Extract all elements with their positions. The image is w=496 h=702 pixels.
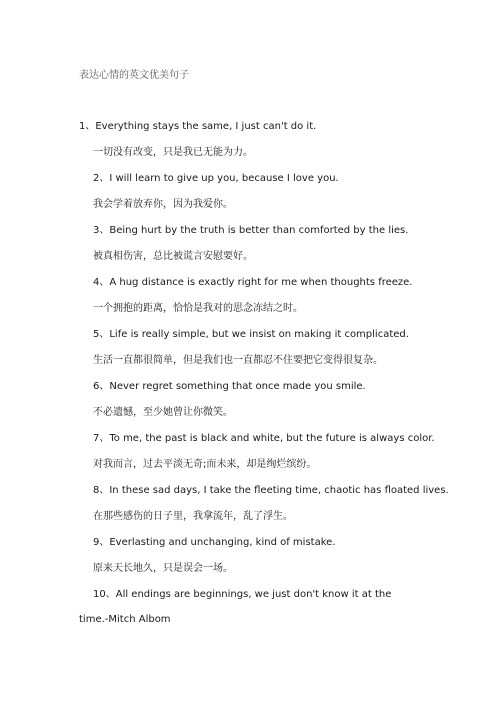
item-3-english: 3、Being hurt by the truth is better than comforted by the lies. bbox=[93, 225, 409, 236]
item-10-english-continued: time.-Mitch Albom bbox=[79, 614, 171, 625]
item-6-english: 6、Never regret something that once made you smile. bbox=[93, 381, 366, 392]
item-2-english: 2、I will learn to give up you, because I love you. bbox=[93, 173, 339, 184]
item-8-english: 8、In these sad days, I take the fleeting time, chaotic has floated lives. bbox=[93, 485, 449, 496]
item-3-chinese: 被真相伤害，总比被谎言安慰要好。 bbox=[93, 251, 253, 262]
document-title: 表达心情的英文优美句子 bbox=[79, 70, 189, 81]
item-7-english: 7、To me, the past is black and white, but the future is always color. bbox=[93, 433, 435, 444]
item-10-english: 10、All endings are beginnings, we just don't know it at the bbox=[93, 589, 392, 600]
item-2-chinese: 我会学着放弃你，因为我爱你。 bbox=[93, 199, 233, 210]
item-1-english: 1、Everything stays the same, I just can't do it. bbox=[79, 121, 317, 132]
item-9-chinese: 原来天长地久，只是误会一场。 bbox=[93, 563, 233, 574]
item-1-chinese: 一切没有改变，只是我已无能为力。 bbox=[93, 147, 253, 158]
item-8-chinese: 在那些感伤的日子里，我拿流年，乱了浮生。 bbox=[93, 511, 293, 522]
item-6-chinese: 不必遗憾，至少她曾让你微笑。 bbox=[93, 407, 233, 418]
item-4-chinese: 一个拥抱的距离，恰恰是我对的思念冻结之时。 bbox=[93, 303, 303, 314]
item-5-chinese: 生活一直都很简单，但是我们也一直都忍不住要把它变得很复杂。 bbox=[93, 355, 383, 366]
item-7-chinese: 对我而言，过去平淡无奇;而未来，却是绚烂缤纷。 bbox=[93, 459, 317, 470]
item-5-english: 5、Life is really simple, but we insist on making it complicated. bbox=[93, 329, 409, 340]
item-4-english: 4、A hug distance is exactly right for me when thoughts freeze. bbox=[93, 277, 413, 288]
item-9-english: 9、Everlasting and unchanging, kind of mistake. bbox=[93, 537, 336, 548]
